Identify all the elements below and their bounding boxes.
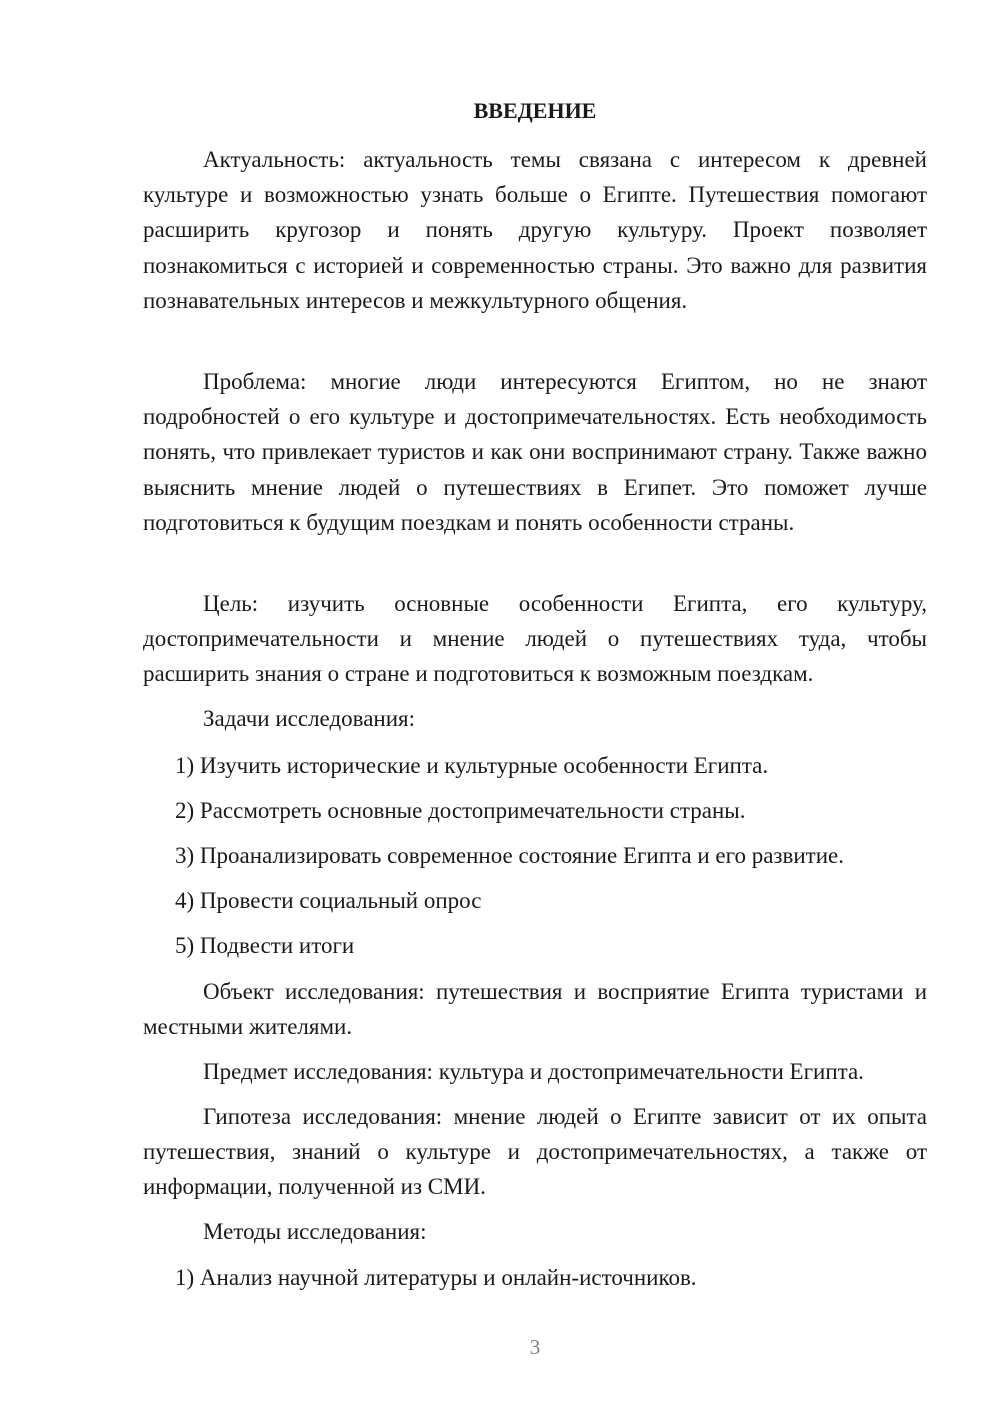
task-item: 3) Проанализировать современное состояние Египта и его развитие. (175, 843, 844, 868)
subject-paragraph: Предмет исследования: культура и достопримечательности Египта. (203, 1059, 864, 1084)
methods-title: Методы исследования: (203, 1219, 427, 1244)
tasks-title: Задачи исследования: (203, 706, 416, 731)
relevance-paragraph: Актуальность: актуальность темы связана с интересом к древней культуре и возможностью узнать больше о Египте. Путешествия помогают расширить кругозор и понять другую культуру. Проект позволяет познакомиться с историей и современностью страны. Это важно для развития познавательных интересов и межкультурного общения. (143, 147, 927, 313)
problem-paragraph: Проблема: многие люди интересуются Египтом, но не знают подробностей о его культуре и достопримечательностях. Есть необходимость понять, что привлекает туристов и как они воспринимают страну. Также важно выяснить мнение людей о путешествиях в Египет. Это поможет лучше подготовиться к будущим поездкам и понять особенности страны. (143, 369, 927, 535)
object-paragraph: Объект исследования: путешествия и восприятие Египта туристами и местными жителями. (143, 979, 927, 1040)
task-item: 1) Изучить исторические и культурные особенности Египта. (175, 753, 769, 778)
goal-paragraph: Цель: изучить основные особенности Египта, его культуру, достопримечательности и мнение людей о путешествиях туда, чтобы расширить знания о стране и подготовиться к возможным поездкам. (143, 591, 927, 687)
method-item: 1) Анализ научной литературы и онлайн-источников. (175, 1265, 697, 1290)
page-number: 3 (529, 1335, 541, 1359)
hypothesis-paragraph: Гипотеза исследования: мнение людей о Египте зависит от их опыта путешествия, знаний о культуре и достопримечательностях, а также от информации, полученной из СМИ. (143, 1104, 927, 1200)
page-title: ВВЕДЕНИЕ (473, 98, 597, 123)
task-item: 2) Рассмотреть основные достопримечательности страны. (175, 798, 746, 823)
task-item: 4) Провести социальный опрос (175, 888, 482, 913)
task-item: 5) Подвести итоги (175, 933, 355, 958)
